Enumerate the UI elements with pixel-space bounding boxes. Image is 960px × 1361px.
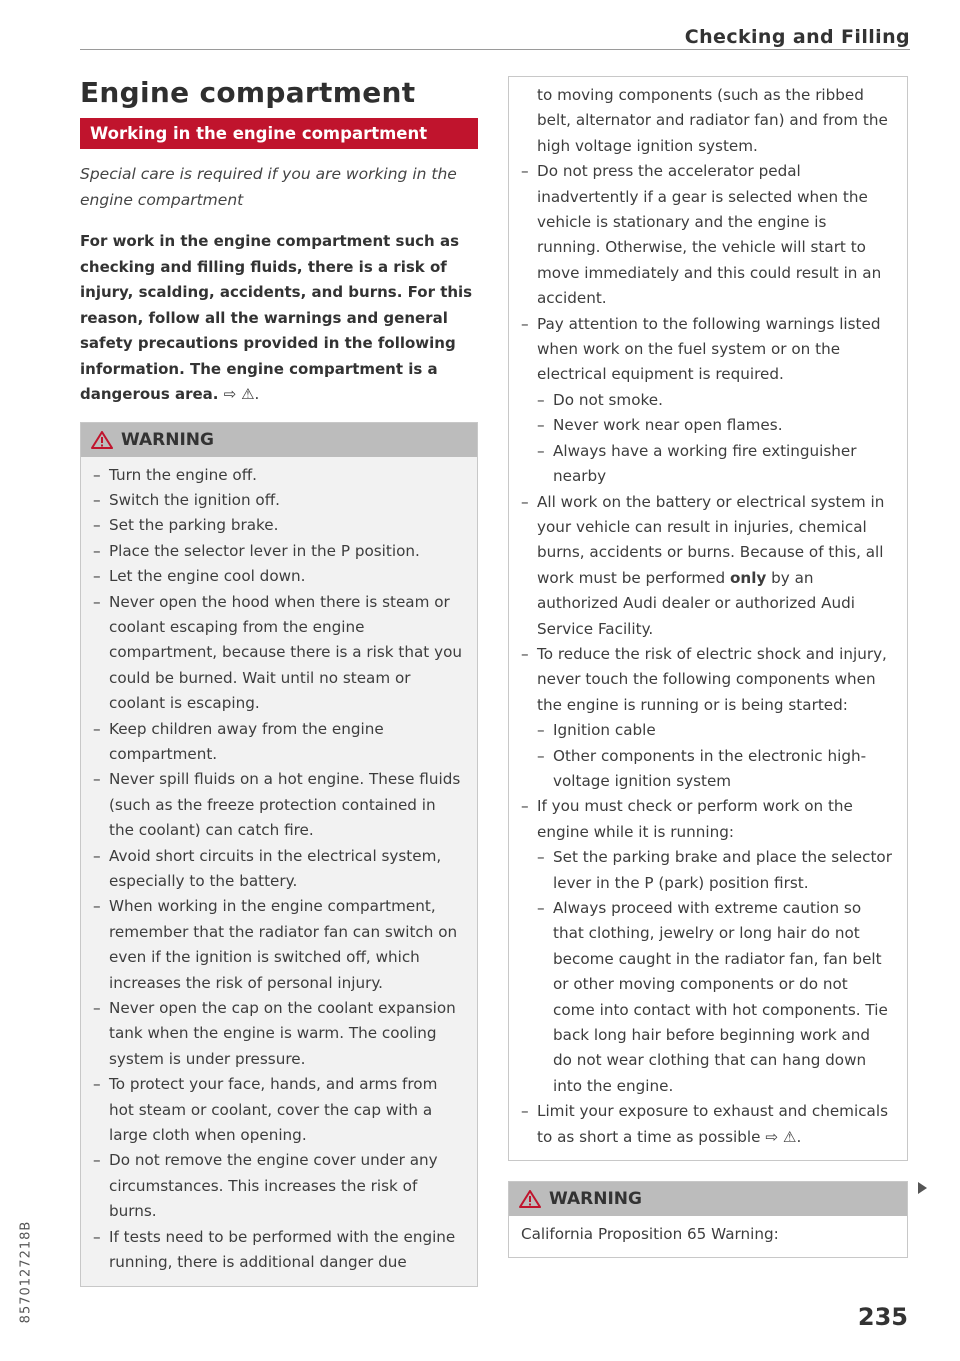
header-rule: [80, 49, 910, 50]
continuation-text: to moving components (such as the ribbed belt, alternator and radiator fan) and from the high voltage ignition system.: [537, 86, 888, 155]
list-item: – Set the parking brake.: [93, 513, 463, 538]
list-item: – Switch the ignition off.: [93, 488, 463, 513]
list-item: – Never spill fluids on a hot engine. These fluids (such as the freeze protection contained in the coolant) can catch fire.: [93, 767, 463, 843]
list-item: – If tests need to be performed with the engine running, there is additional danger due: [93, 1225, 463, 1276]
list-item: – Let the engine cool down.: [93, 564, 463, 589]
warning-header-2: [509, 1182, 907, 1216]
list-item: – To protect your face, hands, and arms from hot steam or coolant, cover the cap with a large cloth when opening.: [93, 1072, 463, 1148]
safety-paragraph: [80, 229, 478, 408]
list-item: [521, 794, 893, 1099]
warning-triangle-icon: [91, 431, 113, 449]
warning-reference[interactable]: ⇨ ⚠.: [765, 1127, 802, 1146]
list-item: – Place the selector lever in the P position.: [93, 539, 463, 564]
list-item: – Do not press the accelerator pedal inadvertently if a gear is selected when the vehicle is stationary and the engine is running. Otherwise, the vehicle will start to move immediately and this could result in an accident.: [521, 159, 893, 311]
sub-list-fuel: [537, 388, 893, 490]
right-column: [508, 76, 908, 1258]
list-item: – Never open the cap on the coolant expansion tank when the engine is warm. The cooling system is under pressure.: [93, 996, 463, 1072]
sub-list-item: – Ignition cable: [537, 718, 893, 743]
warning-box-continued: [508, 76, 908, 1161]
list-item: [521, 312, 893, 490]
sub-list-item: – Other components in the electronic high-voltage ignition system: [537, 744, 893, 795]
list-item: [521, 490, 893, 642]
battery-text-bold: only: [729, 568, 767, 587]
list-item: – Avoid short circuits in the electrical system, especially to the battery.: [93, 844, 463, 895]
running-head: Checking and Filling: [684, 26, 910, 48]
list-item: – Turn the engine off.: [93, 463, 463, 488]
warning-title: WARNING: [549, 1189, 642, 1210]
sub-list-shock: [537, 718, 893, 794]
warning-body-2: [509, 1216, 907, 1257]
warning-box-2: [508, 1181, 908, 1258]
list-item-text: Limit your exposure to exhaust and chemicals to as short a time as possible: [537, 1102, 888, 1146]
battery-text-pre: All work on the battery or electrical system in your vehicle can result in injuries, chemical burns, accidents or burns. Because of this, all work must be performed: [537, 492, 885, 587]
warning-body: [81, 457, 477, 1286]
list-item-text: If you must check or perform work on the engine while it is running:: [537, 797, 853, 841]
list-item: [521, 642, 893, 794]
warning-body-continued: [509, 77, 907, 1160]
side-code: [12, 1197, 40, 1347]
warning-title: WARNING: [121, 429, 214, 450]
list-item-text: Pay attention to the following warnings listed when work on the fuel system or on the electrical equipment is required.: [537, 314, 881, 384]
warning-triangle-icon: [519, 1190, 541, 1208]
list-item: – Never open the hood when there is steam or coolant escaping from the engine compartment, because there is a risk that you could be burned. Wait until no steam or coolant is escaping.: [93, 590, 463, 717]
list-item: – Keep children away from the engine compartment.: [93, 717, 463, 768]
sub-list-item: – Always have a working fire extinguisher nearby: [537, 439, 893, 490]
warning-list-continued: [521, 159, 893, 1150]
warning-list: [93, 463, 463, 1276]
subsection-title-bar: Working in the engine compartment: [80, 118, 478, 149]
warning-box: [80, 422, 478, 1287]
continue-arrow-icon: [918, 1182, 927, 1194]
sub-list-running: [537, 845, 893, 1099]
safety-paragraph-text: For work in the engine compartment such as checking and filling fluids, there is a risk of injury, scalding, accidents, and burns. For this reason, follow all the warnings and general safety precautions provided in the following information. The engine compartment is a dangerous area.: [80, 232, 473, 403]
section-title: Engine compartment: [80, 76, 416, 109]
sub-list-item: – Set the parking brake and place the selector lever in the P (park) position first.: [537, 845, 893, 896]
left-column: [80, 76, 478, 1287]
sub-list-item: – Always proceed with extreme caution so that clothing, jewelry or long hair do not become caught in the radiator fan, fan belt or other moving components or do not come into contact with hot components. Tie back long hair before beginning work and do not wear clothing that can hang down into the engine.: [537, 896, 893, 1099]
warning-reference[interactable]: ⇨ ⚠.: [223, 385, 260, 403]
list-item-text: To reduce the risk of electric shock and injury, never touch the following components when the engine is running or is being started:: [537, 644, 887, 714]
battery-text-post: by an authorized Audi dealer or authorized Audi Service Facility.: [537, 568, 855, 638]
page-number: 235: [857, 1303, 908, 1331]
list-item: – Do not remove the engine cover under any circumstances. This increases the risk of burns.: [93, 1148, 463, 1224]
intro-text: Special care is required if you are working in the engine compartment: [80, 165, 457, 209]
prop65-text: California Proposition 65 Warning:: [521, 1225, 779, 1244]
warning-header: [81, 423, 477, 457]
sub-list-item: – Do not smoke.: [537, 388, 893, 413]
side-code-text: 8570127218B: [18, 1220, 34, 1324]
sub-list-item: – Never work near open flames.: [537, 413, 893, 438]
list-item: – When working in the engine compartment, remember that the radiator fan can switch on even if the ignition is switched off, which increases the risk of personal injury.: [93, 894, 463, 996]
list-item: [521, 1099, 893, 1150]
